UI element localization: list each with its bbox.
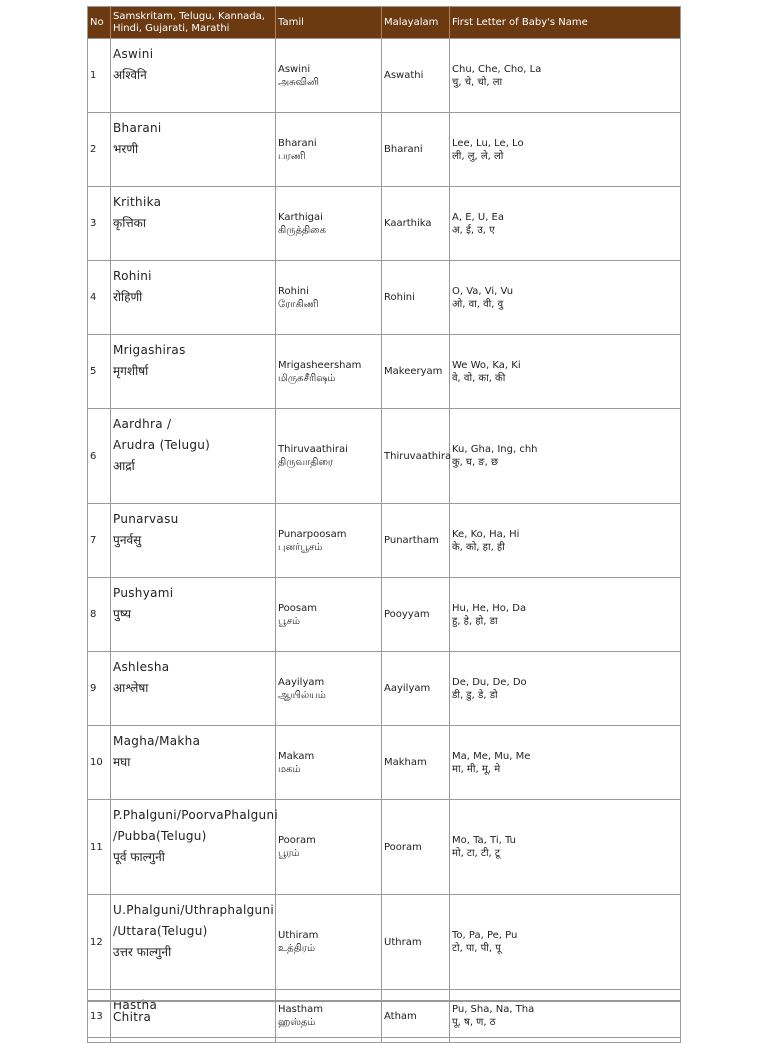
tamil-cell (276, 577, 382, 651)
tamil-english-name: Uthiram (278, 930, 319, 941)
malayalam-name: Aayilyam (382, 651, 450, 725)
devanagari-name: पुष्य (113, 607, 132, 621)
table-row (88, 334, 680, 408)
first-letter-cell (450, 725, 680, 799)
row-number: 10 (88, 725, 111, 799)
malayalam-name: Uthram (382, 894, 450, 989)
samskritam-name: P.Phalguni/PoorvaPhalguni (113, 808, 278, 822)
tamil-cell (276, 651, 382, 725)
samskritam-name: U.Phalguni/Uthraphalguni (113, 903, 274, 917)
samskritam-name: Bharani (113, 121, 162, 135)
tamil-english-name: Thiruvaathirai (278, 444, 348, 455)
first-letter-cell (450, 799, 680, 894)
malayalam-name: Pooram (382, 799, 450, 894)
first-letters-devanagari: अ, ई, उ, ए (452, 224, 495, 236)
table-row (88, 651, 680, 725)
row-number: 3 (88, 186, 111, 260)
tamil-script-name: பரணி (278, 150, 306, 162)
tamil-script-name: ஹஸ்தம் (278, 1017, 316, 1028)
samskritam-name-alt: /Uttara(Telugu) (113, 924, 208, 938)
tamil-script-name: ரோகிணி (278, 298, 319, 310)
tamil-script-name: ஆயில்யம் (278, 689, 326, 701)
tamil-english-name: Aayilyam (278, 676, 325, 688)
first-letter-cell (450, 186, 680, 260)
devanagari-name: भरणी (113, 142, 139, 156)
table-row (88, 112, 680, 186)
first-letters-devanagari: चु, चे, चो, ला (452, 76, 503, 88)
tamil-cell (276, 503, 382, 577)
samskritam-name-alt: Arudra (Telugu) (113, 438, 211, 452)
header-no: No (88, 7, 111, 38)
tamil-script-name: மிருகசீரிஷம் (278, 372, 336, 384)
samskritam-name: Magha/Makha (113, 734, 201, 748)
row-number: 11 (88, 799, 111, 894)
tamil-english-name: Aswini (278, 63, 311, 75)
first-letter-cell (450, 577, 680, 651)
tamil-cell (276, 408, 382, 503)
first-letters-english: Ma, Me, Mu, Me (452, 750, 531, 762)
tamil-cell (276, 186, 382, 260)
row-number (88, 1001, 111, 1037)
row-number: 4 (88, 260, 111, 334)
devanagari-name: उत्तर फाल्गुनी (113, 945, 172, 959)
first-letter-cell (450, 651, 680, 725)
first-letters-english: We Wo, Ka, Ki (452, 359, 521, 371)
row-number: 5 (88, 334, 111, 408)
devanagari-name: मघा (113, 755, 131, 769)
tamil-cell (276, 1001, 382, 1037)
table-row (88, 799, 680, 894)
tamil-cell (276, 112, 382, 186)
samskritam-cell (111, 38, 276, 112)
malayalam-name: Punartham (382, 503, 450, 577)
samskritam-cell (111, 186, 276, 260)
tamil-english-name: Poosam (278, 602, 317, 614)
samskritam-name: Mrigashiras (113, 343, 186, 357)
table-row (88, 186, 680, 260)
samskritam-cell (111, 260, 276, 334)
samskritam-cell (111, 725, 276, 799)
table-row (88, 38, 680, 112)
first-letters-english: Ke, Ko, Ha, Hi (452, 528, 520, 540)
devanagari-name: पूर्व फाल्गुनी (113, 850, 165, 864)
first-letter-cell (450, 38, 680, 112)
header-first-letter: First Letter of Baby's Name (450, 7, 680, 38)
table-row (88, 577, 680, 651)
samskritam-name: Aswini (113, 47, 154, 61)
table-row (88, 408, 680, 503)
tamil-cell (276, 260, 382, 334)
tamil-script-name: பூசம் (278, 615, 301, 627)
malayalam-name: Pooyyam (382, 577, 450, 651)
first-letters-devanagari: वे, वो, का, की (452, 372, 506, 384)
row-number: 12 (88, 894, 111, 989)
row-number: 7 (88, 503, 111, 577)
table-row (88, 725, 680, 799)
tamil-script-name: திருவாதிரை (278, 457, 334, 468)
malayalam-name: Makham (382, 725, 450, 799)
devanagari-name: पुनर्वसु (113, 533, 142, 547)
samskritam-name: Chitra (113, 1010, 152, 1024)
first-letter-cell (450, 334, 680, 408)
header-malayalam: Malayalam (382, 7, 450, 38)
first-letters-devanagari: कु, घ, ङ, छ (452, 457, 499, 468)
tamil-english-name: Rohini (278, 285, 309, 297)
tamil-cell (276, 725, 382, 799)
row-number: 6 (88, 408, 111, 503)
table-row (88, 260, 680, 334)
tamil-english-name: Bharani (278, 137, 317, 149)
samskritam-cell (111, 112, 276, 186)
row-number: 9 (88, 651, 111, 725)
tamil-script-name: உத்திரம் (278, 943, 315, 954)
samskritam-cell (111, 651, 276, 725)
first-letters-devanagari: मा, मी, मू, मे (452, 763, 501, 775)
samskritam-name: Ashlesha (113, 660, 170, 674)
first-letters-devanagari: टो, पा, पी, पू (452, 943, 501, 954)
devanagari-name: कृत्तिका (113, 216, 146, 230)
malayalam-name: Kaarthika (382, 186, 450, 260)
tamil-script-name: கிருத்திகை (278, 224, 327, 236)
first-letters-english: O, Va, Vi, Vu (452, 285, 514, 297)
malayalam-name: Atham (382, 989, 450, 1042)
first-letters-devanagari: हु, हे, हो, डा (452, 615, 498, 627)
header-samskritam: Samskritam, Telugu, Kannada, Hindi, Gujarati, Marathi (111, 7, 276, 38)
malayalam-name: Rohini (382, 260, 450, 334)
samskritam-cell (111, 408, 276, 503)
devanagari-name: अश्विनि (113, 68, 147, 82)
first-letters-english: Mo, Ta, Ti, Tu (452, 835, 516, 846)
malayalam-name: Makeeryam (382, 334, 450, 408)
table-row (88, 1001, 680, 1037)
first-letters-english: De, Du, De, Do (452, 676, 527, 688)
first-letters-devanagari: ओ, वा, वी, वु (452, 298, 504, 310)
tamil-english-name: Makam (278, 750, 315, 762)
malayalam-name: Bharani (382, 112, 450, 186)
samskritam-cell (111, 334, 276, 408)
samskritam-name: Rohini (113, 269, 152, 283)
first-letters-english: Chu, Che, Cho, La (452, 63, 542, 75)
samskritam-name: Punarvasu (113, 512, 179, 526)
tamil-cell (276, 38, 382, 112)
first-letter-cell (450, 112, 680, 186)
header-tamil: Tamil (276, 7, 382, 38)
table-row (88, 503, 680, 577)
samskritam-name: Krithika (113, 195, 162, 209)
tamil-script-name: மகம் (278, 763, 301, 775)
first-letter-cell (450, 1001, 680, 1037)
row-number: 8 (88, 577, 111, 651)
samskritam-name: Aardhra / (113, 417, 172, 431)
row-number: 2 (88, 112, 111, 186)
first-letter-cell (450, 408, 680, 503)
samskritam-name: Pushyami (113, 586, 174, 600)
tamil-english-name: Karthigai (278, 211, 323, 223)
tamil-cell (276, 334, 382, 408)
first-letters-devanagari: पू, ष, ण, ठ (452, 1017, 496, 1028)
samskritam-name: Hastha (113, 998, 158, 1012)
nakshatra-table-continued (87, 1000, 681, 1038)
first-letters-devanagari: ली, लु, ले, लो (452, 150, 504, 162)
first-letters-english: Hu, He, Ho, Da (452, 602, 527, 614)
tamil-cell (276, 799, 382, 894)
tamil-cell (276, 894, 382, 989)
first-letters-english: Ku, Gha, Ing, chh (452, 444, 538, 455)
malayalam-name: Aswathi (382, 38, 450, 112)
table-row (88, 894, 680, 989)
first-letters-devanagari: डी, डु, डे, डो (452, 689, 498, 701)
first-letters-english: A, E, U, Ea (452, 211, 504, 223)
first-letter-cell (450, 894, 680, 989)
row-number: 1 (88, 38, 111, 112)
samskritam-cell (111, 1001, 276, 1037)
tamil-script-name: அசுவினி (278, 76, 319, 88)
devanagari-name: आर्द्रा (113, 459, 135, 473)
tamil-script-name: பூரம் (278, 848, 300, 859)
devanagari-name: रोहिणी (113, 290, 143, 304)
table-header-row (88, 7, 680, 38)
malayalam-name: Thiruvaathira (382, 408, 450, 503)
tamil-english-name: Mrigasheersham (278, 359, 362, 371)
samskritam-cell (111, 894, 276, 989)
first-letters-english: Pu, Sha, Na, Tha (452, 1004, 535, 1015)
devanagari-name: आश्लेषा (113, 681, 149, 695)
malayalam-name (382, 1001, 450, 1037)
nakshatra-table (87, 6, 681, 1043)
first-letter-cell (450, 503, 680, 577)
tamil-english-name: Pooram (278, 835, 316, 846)
first-letters-english: Lee, Lu, Le, Lo (452, 137, 524, 149)
samskritam-cell (111, 577, 276, 651)
samskritam-cell (111, 503, 276, 577)
samskritam-name-alt: /Pubba(Telugu) (113, 829, 207, 843)
first-letters-english: To, Pa, Pe, Pu (452, 930, 518, 941)
row-number: 13 (88, 989, 111, 1042)
tamil-script-name: புனர்பூசம் (278, 541, 323, 553)
devanagari-name: मृगशीर्षा (113, 364, 149, 378)
tamil-english-name: Punarpoosam (278, 528, 347, 540)
samskritam-cell (111, 799, 276, 894)
first-letter-cell (450, 260, 680, 334)
first-letters-devanagari: के, को, हा, ही (452, 541, 505, 553)
first-letters-devanagari: मो, टा, टी, टू (452, 848, 500, 859)
tamil-english-name: Hastham (278, 1004, 323, 1015)
